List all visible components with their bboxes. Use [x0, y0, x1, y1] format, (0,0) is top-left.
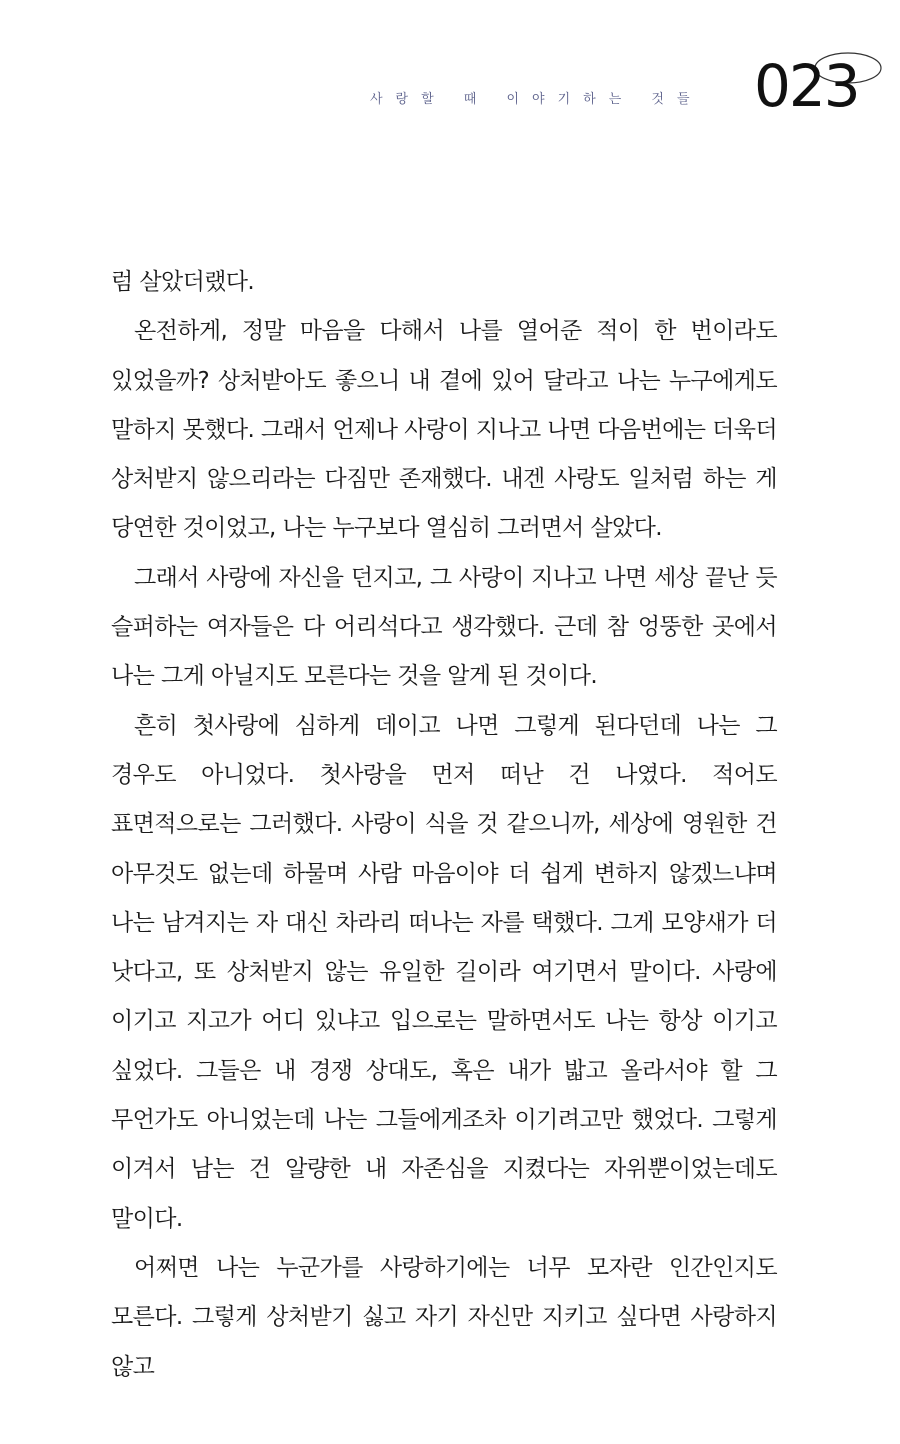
paragraph-4: 흔히 첫사랑에 심하게 데이고 나면 그렇게 된다던데 나는 그 경우도 아니었다. 첫사랑을 먼저 떠난 건 나였다. 적어도 표면적으로는 그러했다. 사랑이 식을 것 같으니까, 세상에 영원한 건 아무것도 없는데 하물며 사람 마음이야 더 쉽게 변하지 않겠느냐며 나는 남겨지는 자 대신 차라리 떠나는 자를 택했다. 그게 모양새가 더 낫다고, 또 상처받지 않는 유일한 길이라 여기면서 말이다. 사랑에 이기고 지고가 어디 있냐고 입으로는 말하면서도 나는 항상 이기고 싶었다. 그들은 내 경쟁 상대도, 혹은 내가 밟고 올라서야 할 그 무언가도 아니었는데 나는 그들에게조차 이기려고만 했었다. 그렇게 이겨서 남는 건 알량한 내 자존심을 지켰다는 자위뿐이었는데도 말이다.: [111, 712, 777, 1232]
running-header-title: 사랑할 때 이야기하는 것들: [370, 92, 703, 107]
paragraph-2: 온전하게, 정말 마음을 다해서 나를 열어준 적이 한 번이라도 있었을까? 상처받아도 좋으니 내 곁에 있어 달라고 나는 누구에게도 말하지 못했다. 그래서 언제나 사랑이 지나고 나면 다음번에는 더욱더 상처받지 않으리라는 다짐만 존재했다. 내겐 사랑도 일처럼 하는 게 당연한 것이었고, 나는 누구보다 열심히 그러면서 살았다.: [111, 318, 777, 542]
paragraph-1: 럼 살았더랬다.: [111, 269, 255, 295]
body-text: [111, 258, 777, 1392]
paragraph-5: 어쩌면 나는 누군가를 사랑하기에는 너무 모자란 인간인지도 모른다. 그렇게 상처받기 싫고 자기 자신만 지키고 싶다면 사랑하지 않고: [111, 1254, 777, 1380]
paragraph-3: 그래서 사랑에 자신을 던지고, 그 사랑이 지나고 나면 세상 끝난 듯 슬퍼하는 여자들은 다 어리석다고 생각했다. 근데 참 엉뚱한 곳에서 나는 그게 아닐지도 모른다는 것을 알게 된 것이다.: [111, 564, 777, 690]
page-number-graphic: [752, 48, 888, 118]
page-number-text: 023: [754, 52, 859, 120]
page-number: [752, 48, 888, 118]
